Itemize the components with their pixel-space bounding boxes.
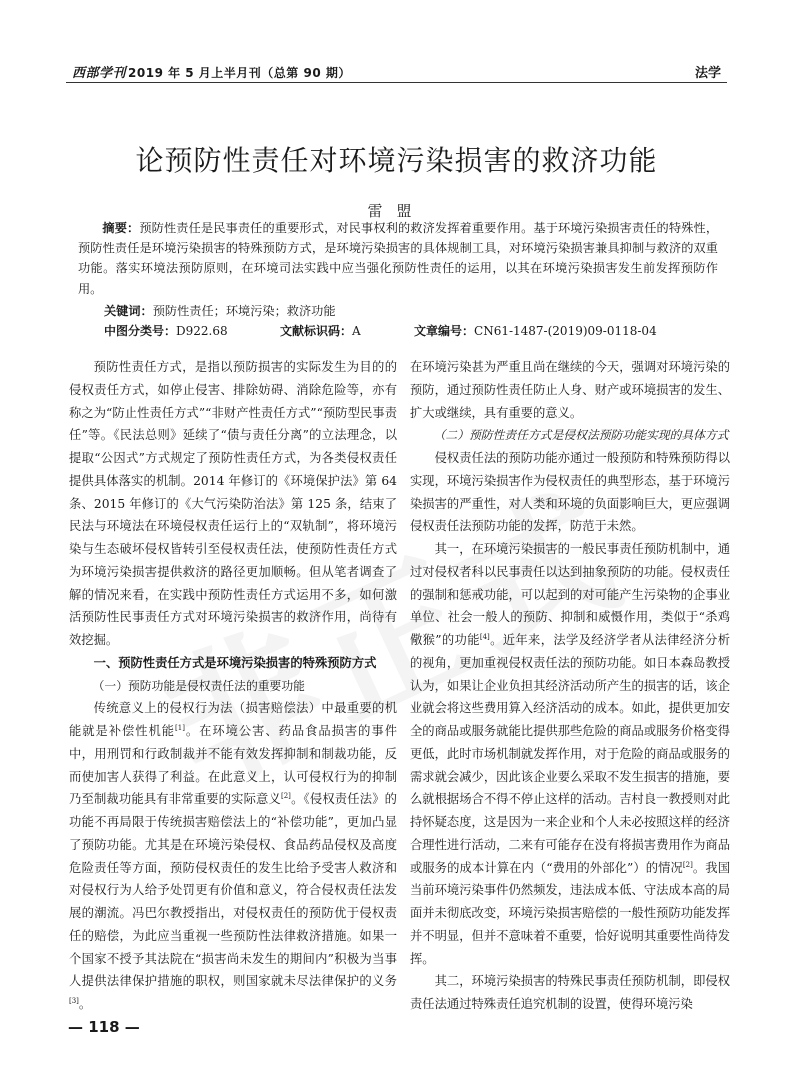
left-column (69, 356, 397, 1016)
clc-code (104, 322, 228, 339)
body-paragraph: 其二，环境污染损害的特殊民事责任预防机制，即侵权责任法通过特殊责任追究机制的设置，使得环境污染 (410, 974, 730, 1011)
article-number (414, 322, 657, 339)
doc-label: 文献标识码： (280, 324, 353, 338)
abstract (78, 218, 718, 299)
subsection-heading-1: （一）预防功能是侵权责任法的重要功能 (92, 678, 305, 693)
article-label: 文章编号： (414, 324, 475, 338)
page-number: — 118 — (68, 1018, 140, 1036)
subsection-heading-2: （二）预防性责任方式是侵权法预防功能实现的具体方式 (433, 428, 729, 443)
section-label: 法学 (694, 66, 721, 81)
header-rule (66, 82, 727, 83)
author-name: 雷盟 (367, 202, 426, 220)
keywords (104, 302, 336, 319)
body-paragraph (410, 538, 730, 970)
text-run: 其一，在环境污染损害的一般民事责任预防机制中，通过对侵权者科以民事责任以达到抽象预防的功能。侵权责任的强制和惩戒功能，可以起到的对可能产生污染物的企事业单位、社会一般人的预防、抑制和威慑作用，类似于“杀鸡儆猴”的功能 (410, 542, 730, 647)
keywords-text: 预防性责任；环境污染；救济功能 (152, 304, 336, 318)
text-run: 。我国当前环境污染事件仍然频发，违法成本低、守法成本高的局面并未彻底改变，环境污染损害赔偿的一般性预防功能发挥并不明显，但并不意味着不重要，恰好说明其重要性尚待发挥。 (410, 860, 730, 966)
clc-label: 中图分类号： (104, 324, 177, 338)
text-run: 。近年来，法学及经济学者从法律经济分析的视角，更加重视侵权责任法的预防功能。如日本森岛教授认为，如果让企业负担其经济活动所产生的损害的话，该企业就会将这些费用算入经济活动的成本。如此，提供更加安全的商品或服务就能比提供那些危险的商品或服务价格变得更低，此时市场机制就发挥作用，对于危险的商品或服务的需求就会减少，因此该企业要么采取不发生损害的措施，要么就根据场合不得不停止这样的活动。吉村良一教授则对此持怀疑态度，这是因为一来企业和个人未必按照这样的经济合理性进行活动，二来有可能存在没有将损害费用作为商品或服务的成本计算在内（“费用的外部化”）的情况 (410, 633, 730, 875)
abstract-label: 摘要： (102, 221, 140, 235)
journal-logo: 西部学刊 (72, 66, 127, 81)
citation-ref: [3] (69, 996, 79, 1005)
article-value: CN61-1487-(2019)09-0118-04 (474, 324, 657, 338)
text-run: 。在环境公害、药品食品损害的事件中，用刑罚和行政制裁并不能有效发挥抑制和制裁功能，反而使加害人获得了利益。在此意义上，认可侵权行为的抑制乃至制裁功能具有非常重要的实际意义 (69, 724, 397, 807)
keywords-label: 关键词： (104, 304, 153, 318)
section-heading-1: 一、预防性责任方式是环境污染损害的特殊预防方式 (93, 655, 377, 670)
citation-ref: [1] (175, 723, 185, 732)
abstract-text: 预防性责任是民事责任的重要形式，对民事权利的救济发挥着重要作用。基于环境污染损害责任的特殊性，预防性责任是环境污染损害的特殊预防方式，是环境污染损害的具体规制工具，对环境污染损害兼具抑制与救济的双重功能。落实环境法预防原则，在环境司法实践中应当强化预防性责任的运用，以其在环境污染损害发生前发挥预防作用。 (78, 221, 719, 296)
article-title: 论预防性责任对环境污染损害的救济功能 (135, 144, 658, 177)
body-paragraph: 侵权责任法的预防功能亦通过一般预防和特殊预防得以实现，环境污染损害作为侵权责任的典型形态，基于环境污染损害的严重性，对人类和环境的负面影响巨大，更应强调侵权责任法预防功能的发挥，防范于未然。 (410, 451, 730, 534)
issue-info: 2019 年 5 月上半月刊（总第 90 期） (128, 66, 351, 80)
continued-paragraph: 在环境污染甚为严重且尚在继续的今天，强调对环境污染的预防，通过预防性责任防止人身、财产或环境损害的发生、扩大或继续，具有重要的意义。 (410, 360, 730, 420)
body-paragraph (69, 697, 397, 1016)
citation-ref: [2] (280, 792, 291, 801)
intro-paragraph: 预防性责任方式，是指以预防损害的实际发生为目的的侵权责任方式，如停止侵害、排除妨碍、消除危险等，亦有称之为“防止性责任方式”“非财产性责任方式”“预防型民事责任”等。《民法总则》延续了“债与责任分离”的立法理念，以提取“公因式”方式规定了预防性责任方式，为各类侵权责任提供具体落实的机制。2014 年修订的《环境保护法》第 64 条、2015 年修订的《大气污染防治法》第 125 条，结束了民法与环境法在环境侵权责任运行上的“双轨制”，将环境污染与生态破坏侵权皆转引至侵权责任法，使预防性责任方式为环境污染损害提供救济的路径更加顺畅。但从笔者调查了解的情况来看，在实践中预防性责任方式运用不多，如何激活预防性民事责任方式对环境污染损害的救济作用，尚待有效挖掘。 (69, 360, 397, 647)
text-run: 。《侵权责任法》的功能不再局限于传统损害赔偿法上的“补偿功能”，更加凸显了预防功能。尤其是在环境污染侵权、食品药品侵权及高度危险责任等方面，预防侵权责任的发生比给予受害人救济和对侵权行为人给予处罚更有价值和意义，符合侵权责任法发展的潮流。冯巴尔教授指出，对侵权责任的预防优于侵权责任的赔偿，为此应当重视一些预防性法律救济措施。如果一个国家不授予其法院在“损害尚未发生的期间内”积极为当事人提供法律保护措施的职权，则国家就未尽法律保护的义务 (69, 792, 397, 989)
clc-value: D922.68 (176, 324, 228, 338)
right-column (410, 356, 730, 1016)
citation-ref: [2] (682, 860, 693, 869)
text-run: 。 (78, 997, 92, 1011)
text-run: 传统意义上的侵权行为法（损害赔偿法）中最重要的机能就是补偿性机能 (69, 701, 397, 738)
doc-code (280, 322, 361, 339)
doc-value: A (352, 324, 361, 338)
journal-header (72, 62, 351, 81)
citation-ref: [4] (479, 632, 490, 641)
